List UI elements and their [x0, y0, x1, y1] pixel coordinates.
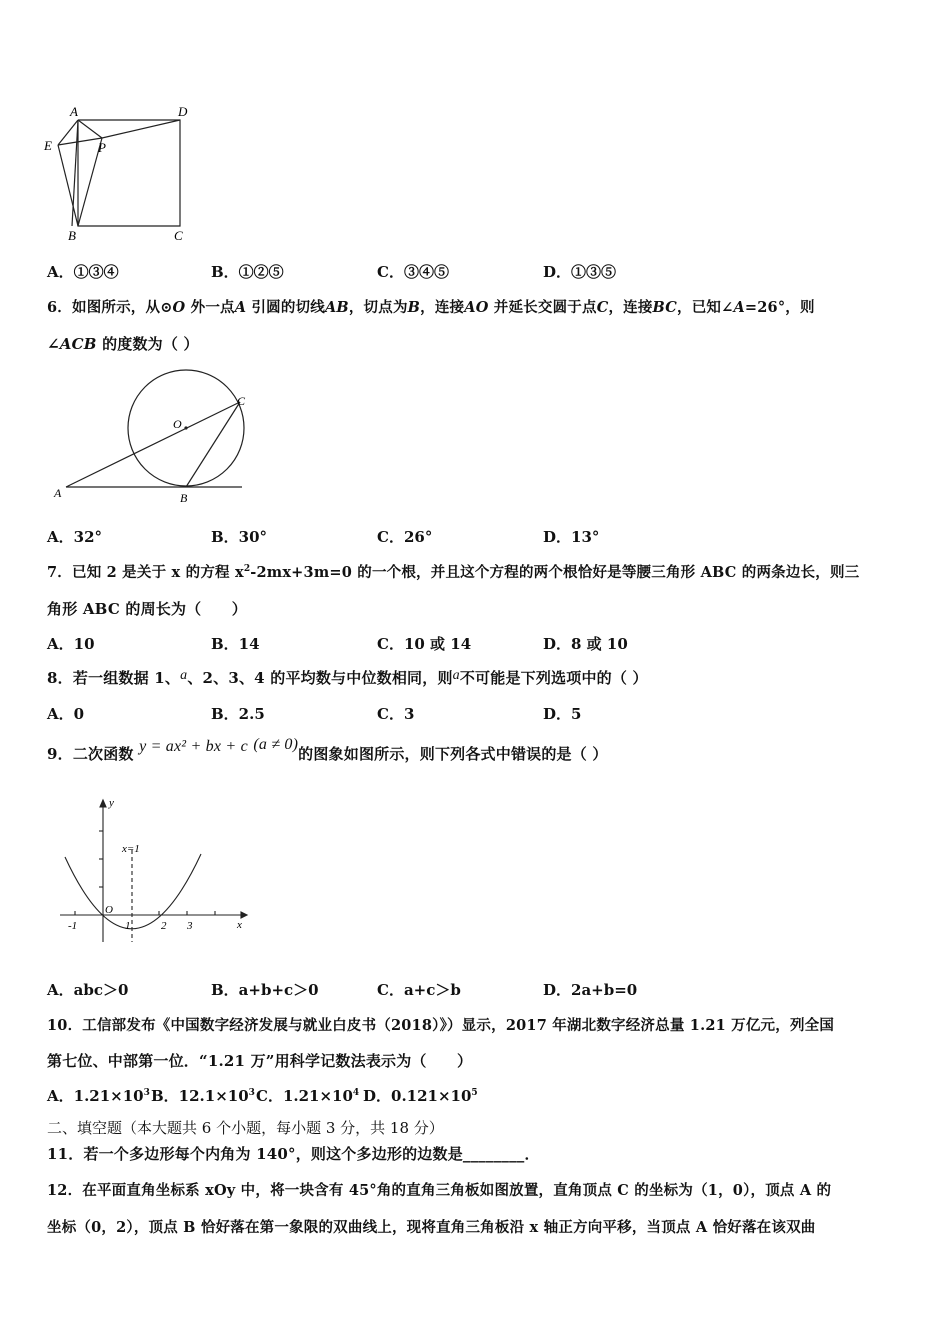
q8-option-d: D．5	[543, 705, 582, 723]
q7-option-a: A．10	[47, 635, 95, 653]
q9-formula: y = ax² + bx + c	[139, 738, 248, 755]
fig9-label-origin: O	[105, 904, 113, 916]
q9-option-c: C．a+c＞b	[377, 981, 461, 999]
q5-option-a: A．①③④	[47, 263, 119, 281]
q7-option-d: D．8 或 10	[543, 635, 628, 653]
fig5-label-p: P	[98, 140, 106, 155]
q6-option-a: A．32°	[47, 528, 103, 546]
q8-question: 8．若一组数据 1、a、2、3、4 的平均数与中位数相同，则a不可能是下列选项中的（ ）	[47, 668, 648, 687]
fig6-label-a: A	[54, 486, 62, 500]
q6-option-c: C．26°	[377, 528, 433, 546]
q7-option-c: C．10 或 14	[377, 635, 472, 653]
q5-option-c: C．③④⑤	[377, 263, 449, 281]
q9-option-d: D．2a+b=0	[543, 981, 638, 999]
q5-option-b: B．①②⑤	[211, 263, 284, 281]
fig9-label-x: x	[237, 919, 242, 931]
q10-option-a: A．$1.21\times 10^3$	[47, 1087, 150, 1105]
q11-question: 11．若一个多边形每个内角为 140°，则这个多边形的边数是________．	[47, 1145, 540, 1163]
fig6-label-c: C	[237, 394, 246, 408]
q12-question-line2: 坐标（0，2），顶点 B 恰好落在第一象限的双曲线上，现将直角三角板沿 x 轴正方向平移，当顶点 A 恰好落在该双曲	[47, 1219, 816, 1236]
q10-option-d: D．$0.121\times 10^5$	[363, 1087, 478, 1105]
fig5-label-c: C	[174, 228, 183, 243]
q6-question-line2: ∠ACB 的度数为（ ）	[47, 335, 199, 353]
q6-question-line1: 6．如图所示，从⊙O 外一点A 引圆的切线AB，切点为B，连接AO 并延长交圆于点C，连接BC，已知∠A=26°，则	[47, 299, 815, 316]
q10-option-c: C．$1.21\times 10^4$	[256, 1087, 360, 1105]
circle-tangent-figure	[50, 365, 250, 510]
fig6-label-o: O	[173, 417, 182, 431]
fig9-label-1: 1	[125, 920, 131, 932]
fig5-label-a: A	[70, 104, 78, 119]
fig9-label-2: 2	[161, 920, 167, 932]
q10-question-line2: 第七位、中部第一位．“1.21 万”用科学记数法表示为（ ）	[47, 1052, 473, 1070]
fig6-label-b: B	[180, 491, 188, 505]
fig9-label-neg1: -1	[68, 920, 78, 932]
fig9-label-3: 3	[187, 920, 193, 932]
q10-option-b: B．$12.1\times 10^3$	[151, 1087, 255, 1105]
square-figure	[40, 100, 200, 245]
q8-option-b: B．2.5	[211, 705, 265, 723]
q9-option-b: B．a+b+c＞0	[211, 981, 319, 999]
q5-option-d: D．①③⑤	[543, 263, 617, 281]
q8-option-a: A．0	[47, 705, 85, 723]
q10-question-line1: 10．工信部发布《中国数字经济发展与就业白皮书（2018）》）显示，2017 年湖北数字经济总量 1.21 万亿元，列全国	[47, 1017, 835, 1034]
q8-option-c: C．3	[377, 705, 415, 723]
q9-option-a: A．abc＞0	[47, 981, 129, 999]
q9-condition: (a ≠ 0)	[253, 736, 299, 753]
q12-question-line1: 12．在平面直角坐标系 xOy 中，将一块含有 45°角的直角三角板如图放置，直角顶点 C 的坐标为（1，0），顶点 A 的	[47, 1182, 832, 1199]
fig9-label-y: y	[109, 797, 114, 809]
q9-question: 9．二次函数 y = ax² + bx + c (a ≠ 0)的图象如图所示，则下列各式中错误的是（ ）	[47, 736, 608, 763]
fig5-label-e: E	[44, 138, 52, 153]
parabola-figure	[55, 792, 255, 947]
q6-option-d: D．13°	[543, 528, 600, 546]
fig9-label-axis: x=1	[122, 843, 140, 855]
q6-option-b: B．30°	[211, 528, 268, 546]
q7-option-b: B．14	[211, 635, 260, 653]
fig5-label-d: D	[178, 104, 188, 119]
section-heading: 二、填空题（本大题共 6 个小题，每小题 3 分，共 18 分）	[47, 1119, 444, 1137]
q7-question-line2: 角形 ABC 的周长为（ ）	[47, 600, 247, 618]
fig5-label-b: B	[68, 228, 76, 243]
q7-question-line1: 7．已知 2 是关于 x 的方程 $x^2-2mx+3m=0$ 的一个根，并且这个方程的两个根恰好是等腰三角形 ABC 的两条边长，则三	[47, 564, 860, 581]
